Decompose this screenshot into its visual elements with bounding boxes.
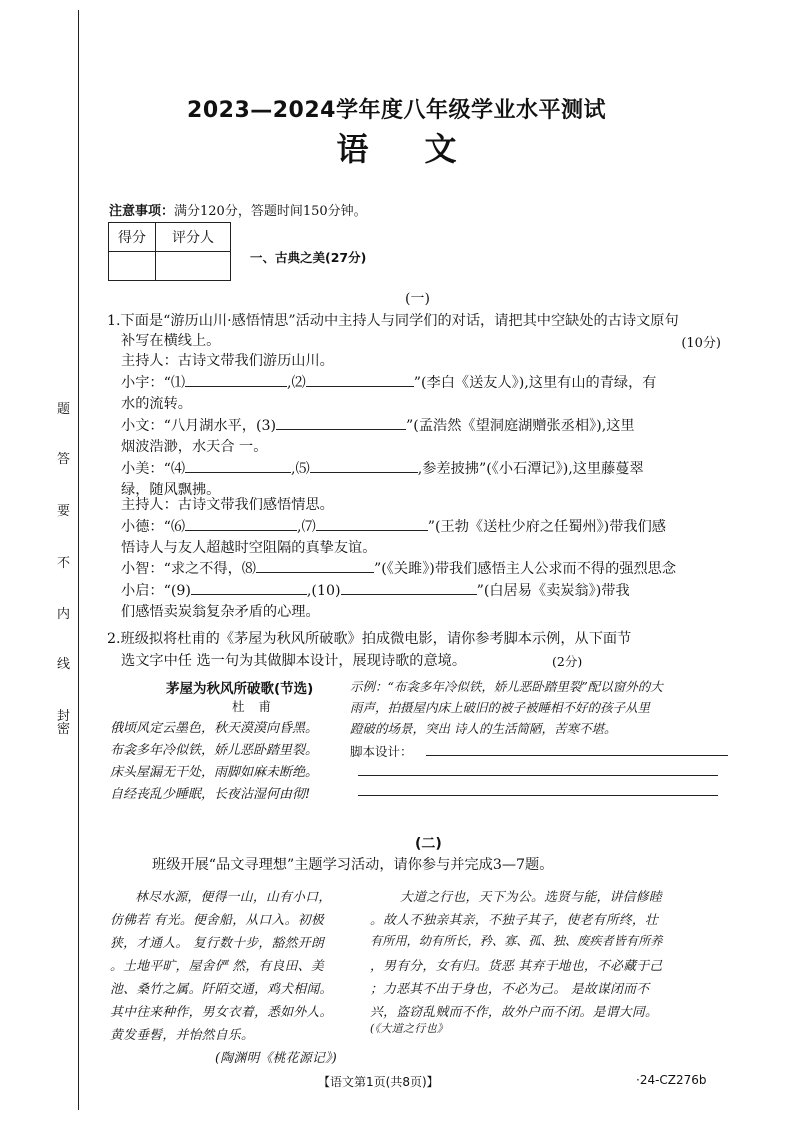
blank-4[interactable]	[185, 458, 291, 473]
poem-line: 俄顷风定云墨色，秋天漠漠向昏黑。	[110, 721, 319, 736]
binding-char: 不	[57, 556, 71, 571]
example-line: 示例：“布衾多年冷似铁，娇儿恶卧踏里裂”配以窗外的大	[350, 679, 663, 694]
dialogue-line: 小美：“⑷ ,⑸ ,参差披拂”(《小石潭记》),这里藤蔓翠	[121, 458, 644, 478]
grader-header: 评分人	[156, 223, 231, 252]
dialogue-line: 小德：“⑹ ,⑺ ”(王勃《送杜少府之任蜀州》)带我们感	[121, 516, 666, 536]
dialogue-line: 悟诗人与友人超越时空阻隔的真挚友谊。	[121, 540, 377, 556]
paper-code: ·24-CZ276b	[636, 1073, 707, 1087]
section-heading: 一、古典之美(27分)	[250, 250, 367, 265]
binding-line	[78, 10, 79, 1110]
subject-title: 语文	[336, 130, 513, 168]
text-left-line: 黄发垂髫，并怡然自乐。	[110, 1028, 255, 1043]
script-label: 脚本设计：	[350, 744, 413, 759]
dialogue-line: 水的流转。	[121, 396, 192, 412]
q1-stem-2: 补写在横线上。	[121, 333, 221, 349]
example-line: 蹬破的场景，突出 诗人的生活简陋，苦寒不堪。	[350, 721, 617, 736]
binding-char: 封	[57, 709, 71, 724]
binding-char: 密	[57, 722, 71, 737]
dialogue-line: 小智：“求之不得，⑻ ”(《关雎》)带我们感悟主人公求而不得的强烈思念	[121, 558, 676, 578]
text-left-line: 仿佛若 有光。便舍船，从口入。初极	[110, 913, 324, 928]
text-left-line: 林尽水源，便得一山，山有小口，	[135, 890, 332, 905]
part-two-mark: (二)	[415, 836, 442, 852]
text-right-line: ，男有分，女有归。货恶 其弃于地也，不必藏于己	[370, 959, 663, 974]
dialogue-line: 绿，随风飘拂。	[121, 482, 221, 498]
q1-points: (10分)	[681, 336, 721, 351]
text-right-source: (《大道之行也》	[370, 1022, 449, 1035]
score-header: 得分	[109, 223, 156, 252]
text-left-line: 。土地平旷，屋舍俨 然，有良田、美	[110, 959, 324, 974]
binding-char: 内	[57, 607, 71, 622]
text-left-line: 狭，才通人。 复行数十步，豁然开朗	[110, 936, 324, 951]
blank-9[interactable]	[191, 580, 307, 595]
text-right-line: 。故人不独亲其亲，不独子其子，使老有所终，壮	[370, 913, 659, 928]
exam-title: 2023—2024学年度八年级学业水平测试	[187, 98, 606, 123]
grader-cell[interactable]	[156, 252, 231, 281]
text-right-line: 兴，盗窃乱贼而不作，故外户而不闭。是谓大同。	[370, 1005, 659, 1020]
score-cell[interactable]	[109, 252, 156, 281]
notice-text: 满分120分，答题时间150分钟。	[174, 204, 367, 219]
part-one-mark: (一)	[405, 291, 430, 307]
blank-8[interactable]	[256, 558, 374, 573]
blank-1[interactable]	[185, 372, 287, 387]
answer-line[interactable]	[358, 775, 718, 776]
q2-stem: 2.班级拟将杜甫的《茅屋为秋风所破歌》拍成微电影，请你参考脚本示例，从下面节	[107, 631, 632, 647]
poem-line: 床头屋漏无干处，雨脚如麻未断绝。	[110, 765, 319, 780]
blank-5[interactable]	[310, 458, 418, 473]
blank-2[interactable]	[306, 372, 414, 387]
dialogue-line: 小宇：“⑴ ,⑵ ”(李白《送友人》),这里有山的青绿，有	[121, 372, 656, 392]
dialogue-line: 小文：“八月湖水平，(3) ”(孟浩然《望洞庭湖赠张丞相》),这里	[121, 415, 635, 435]
binding-char: 答	[57, 452, 71, 467]
binding-char: 题	[57, 402, 71, 417]
score-table	[108, 222, 231, 281]
part-two-intro: 班级开展“品文寻理想”主题学习活动，请你参与并完成3—7题。	[152, 857, 554, 873]
page-number: 【语文第1页(共8页)】	[318, 1075, 439, 1089]
poem-line: 布衾多年冷似铁，娇儿恶卧踏里裂。	[110, 743, 319, 758]
binding-char: 要	[57, 504, 71, 519]
poem-author: 杜甫	[232, 699, 286, 714]
text-right-line: 有所用，幼有所长，矜、寡、孤、独、废疾者皆有所养	[370, 934, 663, 948]
notice	[109, 200, 367, 219]
answer-line[interactable]	[426, 755, 728, 756]
poem-title: 茅屋为秋风所破歌(节选)	[166, 681, 314, 697]
binding-char: 线	[57, 657, 71, 672]
dialogue-line: 们感悟卖炭翁复杂矛盾的心理。	[121, 604, 320, 620]
answer-line[interactable]	[358, 795, 718, 796]
blank-3[interactable]	[276, 415, 406, 430]
blank-10[interactable]	[341, 580, 477, 595]
blank-7[interactable]	[316, 516, 428, 531]
q2-points: (2分)	[552, 654, 583, 669]
text-left-line: 其中往来种作，男女衣着，悉如外人。	[110, 1005, 333, 1020]
notice-label: 注意事项：	[109, 204, 175, 219]
dialogue-line: 小启：“(9) ,(10) ”(白居易《卖炭翁》)带我	[121, 580, 630, 600]
q1-stem: 1.下面是“游历山川·感悟情思”活动中主持人与同学们的对话，请把其中空缺处的古诗文原句	[107, 313, 679, 329]
example-line: 雨声，拍摄屋内床上破旧的被子被睡相不好的孩子从里	[350, 700, 651, 715]
text-left-source: (陶渊明《桃花源记》)	[215, 1051, 338, 1066]
host-line: 主持人：古诗文带我们感悟情思。	[121, 497, 334, 513]
q2-stem-2: 选文字中任 选一句为其做脚本设计，展现诗歌的意境。	[121, 653, 467, 669]
poem-line: 自经丧乱少睡眠，长夜沾湿何由彻!	[110, 787, 311, 802]
text-right-line: ；力恶其不出于身也，不必为己。 是故谋闭而不	[370, 982, 650, 997]
text-left-line: 池、桑竹之属。阡陌交通，鸡犬相闻。	[110, 982, 333, 997]
blank-6[interactable]	[185, 516, 297, 531]
host-line: 主持人：古诗文带我们游历山川。	[121, 353, 334, 369]
text-right-line: 大道之行也，天下为公。选贤与能，讲信修睦	[400, 890, 662, 905]
dialogue-line: 烟波浩渺，水天合 一。	[121, 439, 268, 455]
